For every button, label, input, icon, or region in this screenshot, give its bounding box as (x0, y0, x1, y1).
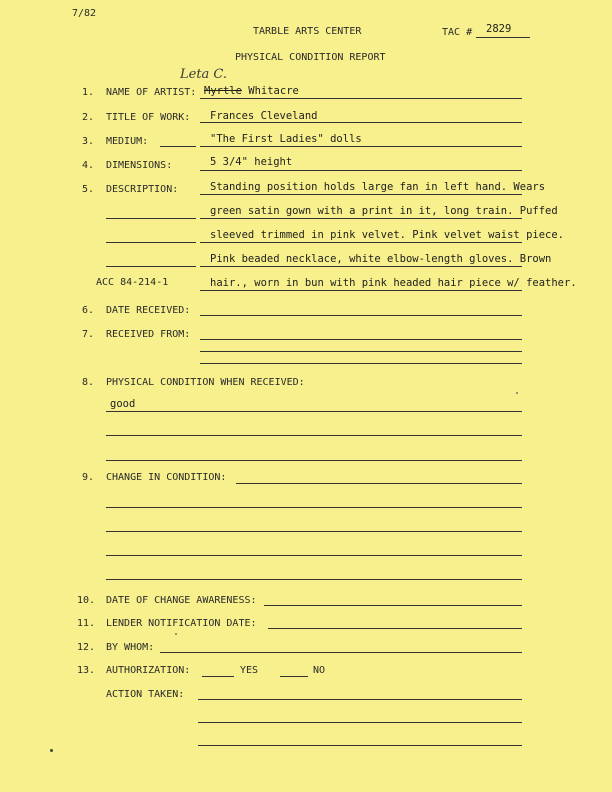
description-rule-3 (200, 242, 522, 243)
received-from-line-2 (200, 351, 522, 352)
action-line-1 (198, 699, 522, 700)
field-num-3: 3. (82, 136, 95, 147)
date-received-line (200, 315, 522, 316)
artist-value (204, 85, 299, 97)
date-code: 7/82 (72, 8, 97, 19)
condition-received-value: good (110, 398, 136, 410)
dimensions-line (200, 170, 522, 171)
by-whom-line (160, 652, 522, 653)
institution-name: TARBLE ARTS CENTER (253, 26, 362, 37)
description-rule-4-left (106, 266, 196, 267)
artist-line (200, 98, 522, 99)
action-taken-label: ACTION TAKEN: (106, 689, 185, 700)
lender-notification-line (268, 628, 522, 629)
field-num-1: 1. (82, 87, 95, 98)
field-num-4: 4. (82, 160, 95, 171)
artist-struck-name: Myrtle (204, 85, 242, 97)
condition-received-label: PHYSICAL CONDITION WHEN RECEIVED: (106, 377, 305, 388)
medium-value: "The First Ladies" dolls (210, 133, 362, 145)
paper-speck (516, 392, 518, 394)
authorization-no: NO (313, 665, 326, 676)
lender-notification-label: LENDER NOTIFICATION DATE: (106, 618, 257, 629)
change-awareness-line (264, 605, 522, 606)
paper-speck (50, 749, 53, 752)
change-awareness-label: DATE OF CHANGE AWARENESS: (106, 595, 257, 606)
title-line (200, 122, 522, 123)
field-num-11: 11. (77, 618, 96, 629)
description-line-1: Standing position holds large fan in left hand. Wears (210, 181, 546, 193)
report-title: PHYSICAL CONDITION REPORT (235, 52, 386, 63)
tac-number: 2829 (486, 23, 512, 35)
field-num-13: 13. (77, 665, 96, 676)
change-line-2 (106, 507, 522, 508)
medium-line-left (160, 146, 196, 147)
title-label: TITLE OF WORK: (106, 112, 191, 123)
description-line-5: hair., worn in bun with pink headed hair piece w/ feather. (210, 277, 577, 289)
description-rule-2 (200, 218, 522, 219)
title-value: Frances Cleveland (210, 110, 318, 122)
handwritten-correction: Leta C. (180, 67, 228, 82)
change-line-5 (106, 579, 522, 580)
artist-surname: Whitacre (248, 85, 299, 97)
field-num-5: 5. (82, 184, 95, 195)
received-from-line-1 (200, 339, 522, 340)
field-num-2: 2. (82, 112, 95, 123)
received-from-label: RECEIVED FROM: (106, 329, 191, 340)
condition-line-1 (106, 411, 522, 412)
field-num-9: 9. (82, 472, 95, 483)
field-num-12: 12. (77, 642, 96, 653)
change-line-4 (106, 555, 522, 556)
description-rule-5 (200, 290, 522, 291)
authorization-yes: YES (240, 665, 259, 676)
received-from-line-3 (200, 363, 522, 364)
condition-line-3 (106, 460, 522, 461)
action-line-3 (198, 745, 522, 746)
medium-label: MEDIUM: (106, 136, 149, 147)
description-label: DESCRIPTION: (106, 184, 179, 195)
change-line-3 (106, 531, 522, 532)
dimensions-label: DIMENSIONS: (106, 160, 173, 171)
dimensions-value: 5 3/4" height (210, 156, 293, 168)
change-line-1 (236, 483, 522, 484)
field-num-8: 8. (82, 377, 95, 388)
medium-line (200, 146, 522, 147)
description-line-3: sleeved trimmed in pink velvet. Pink velvet waist piece. (210, 229, 565, 241)
action-line-2 (198, 722, 522, 723)
description-rule-2-left (106, 218, 196, 219)
change-condition-label: CHANGE IN CONDITION: (106, 472, 227, 483)
condition-line-2 (106, 435, 522, 436)
description-line-4: Pink beaded necklace, white elbow-length gloves. Brown (210, 253, 552, 265)
authorization-no-blank (280, 676, 308, 677)
description-rule-1 (200, 194, 522, 195)
artist-label: NAME OF ARTIST: (106, 87, 197, 98)
by-whom-label: BY WHOM: (106, 642, 155, 653)
tac-label: TAC # (442, 27, 473, 38)
authorization-yes-blank (202, 676, 234, 677)
paper-speck (175, 633, 177, 635)
field-num-10: 10. (77, 595, 96, 606)
authorization-label: AUTHORIZATION: (106, 665, 191, 676)
acc-number: ACC 84-214-1 (96, 277, 169, 288)
field-num-7: 7. (82, 329, 95, 340)
description-line-2: green satin gown with a print in it, long train. Puffed (210, 205, 558, 217)
description-rule-4 (200, 266, 522, 267)
field-num-6: 6. (82, 305, 95, 316)
date-received-label: DATE RECEIVED: (106, 305, 191, 316)
tac-line (476, 37, 530, 38)
description-rule-3-left (106, 242, 196, 243)
